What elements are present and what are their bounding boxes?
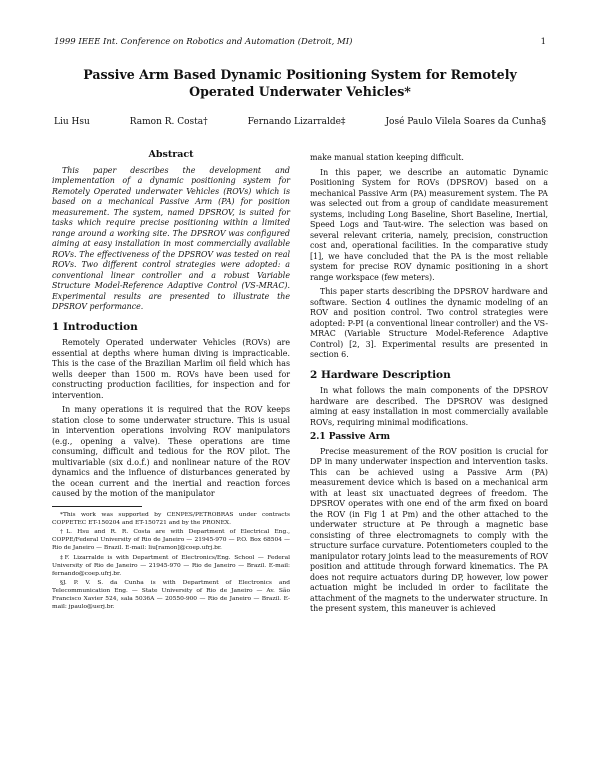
author-3: Fernando Lizarralde‡ (247, 117, 346, 127)
introduction-paragraph-2: In many operations it is required that the ROV keeps station close to some underwater structure. This is usual in intervention operations involving ROV manipulators (e.g., opening a valve). These operations are time consuming, difficult and tedious for the ROV pilot. The multivariable (six d.o.f.) and nonlinear nature of the ROV dynamics and the influence of disturbances generated by the ocean current and the inertial and reaction forces caused by the motion of the manipulator (52, 405, 290, 498)
author-2: Ramon R. Costa† (129, 117, 208, 127)
page-number: 1 (540, 37, 546, 47)
author-list (54, 117, 546, 127)
footnote-author-1-2: †L. Hsu and R. R. Costa are with Department of Electrical Eng., COPPE/Federal University of Rio de Janeiro — 21945-970 — P.O. Box 68504 — Rio de Janeiro — Brazil. E-mail: liu[ramon]@coep.ufrj.br. (52, 529, 290, 551)
intro-paragraph-3: In this paper, we describe an automatic Dynamic Positioning System for ROVs (DPSROV) based on a mechanical Passive Arm (PA) measurement system. The PA was selected out from a group of candidate measurement systems, including Long Baseline, Short Baseline, Inertial, Speed Logs and Taut-wire. The selection was based on several relevant criteria, namely, precision, construction cost and, operational facilities. In the comparative study [1], we have concluded that the PA is the most reliable system for precise ROV dynamic positioning in a short range workspace (few meters). (310, 167, 548, 282)
introduction-heading: 1 Introduction (52, 320, 138, 333)
intro-paragraph-4: This paper starts describing the DPSROV hardware and software. Section 4 outlines the dynamic modeling of an ROV and position control. Two control strategies were adopted: P-PI (a conventional linear controller) and the VS-MRAC (Variable Structure Model-Reference Adaptive Control) [2, 3]. Experimental results are presented in section 6. (310, 287, 548, 359)
title-line-2: Operated Underwater Vehicles* (189, 84, 411, 99)
conference-line: 1999 IEEE Int. Conference on Robotics and Automation (Detroit, MI) (54, 37, 353, 47)
author-4: José Paulo Vilela Soares da Cunha§ (385, 117, 546, 127)
abstract-heading: Abstract (148, 149, 194, 160)
hardware-heading: 2 Hardware Description (310, 368, 451, 381)
title-line-1: Passive Arm Based Dynamic Positioning System for Remotely (83, 67, 517, 82)
footnote-divider (52, 506, 142, 507)
left-column (52, 150, 290, 613)
footnote-author-4: §J. P. V. S. da Cunha is with Department of Electronics and Telecommunication Eng. — State University of Rio de Janeiro — Av. São Francisco Xavier 524, sala 5036A — 20550-900 — Rio de Janeiro — Brazil. E-mail: jpaulo@uerj.br. (52, 580, 290, 610)
footnote-author-3: ‡F. Lizarralde is with Department of Electronics/Eng. School — Federal University of Rio de Janeiro — 21945-970 — Rio de Janeiro — Brazil. E-mail: fernando@coep.ufrj.br. (52, 554, 290, 577)
hardware-paragraph: In what follows the main components of the DPSROV hardware are described. The DPSROV was designed aiming at easy installation in most commercially available ROVs, requiring minimal modifications. (310, 386, 548, 427)
right-column (310, 153, 548, 619)
author-1: Liu Hsu (54, 117, 90, 127)
paper-title (60, 66, 540, 100)
passive-arm-heading: 2.1 Passive Arm (310, 432, 391, 442)
footnote-funding: *This work was supported by CENPES/PETROBRAS under contracts COPPETEC ET-150204 and ET-150721 and by the PRONEX. (52, 511, 290, 526)
abstract-text: This paper describes the development and implementation of a dynamic positioning system for Remotely Operated underwater Vehicles (ROVs) which is based on a mechanical Passive Arm (PA) for position measurement. The system, named DPSROV, is suited for tasks which require precise positioning within a limited range around a working site. The DPSROV was configured aiming at easy installation in most commercially available ROVs. The effectiveness of the DPSROV was tested on real ROVs. Two different control strategies were adopted: a conventional linear controller and a robust Variable Structure Model-Reference Adaptive Control (VS-MRAC). Experimental results are presented to illustrate the DPSROV performance. (52, 165, 290, 311)
footnotes (52, 511, 290, 612)
continuation-paragraph: make manual station keeping difficult. (310, 153, 464, 162)
introduction-paragraph-1: Remotely Operated underwater Vehicles (ROVs) are essential at depths where human diving is impracticable. This is the case of the Brazilian Marlim oil field which has wells deeper than 1500 m. ROVs have been used for constructing production facilities, for inspection and for intervention. (52, 338, 290, 400)
passive-arm-paragraph: Precise measurement of the ROV position is crucial for DP in many underwater inspection and intervention tasks. This can be achieved using a Passive Arm (PA) measurement device which is based on a mechanical arm with at least six unactuated degrees of freedom. The DPSROV operates with one end of the arm fixed on board the ROV (in Fig 1 at Pm) and the other attached to the underwater structure at Pe through a magnetic base consisting of three electromagnets to comply with the structure surface curvature. Potentiometers coupled to the manipulator rotary joints lead to the measurements of ROV position and attitude through forward kinematics. The PA does not require actuators during DP, however, low power actuation might be included in order to facilitate the attachment of the magnets to the underwater structure. In the present system, this maneuver is achieved (310, 446, 548, 613)
page-header (54, 37, 546, 47)
